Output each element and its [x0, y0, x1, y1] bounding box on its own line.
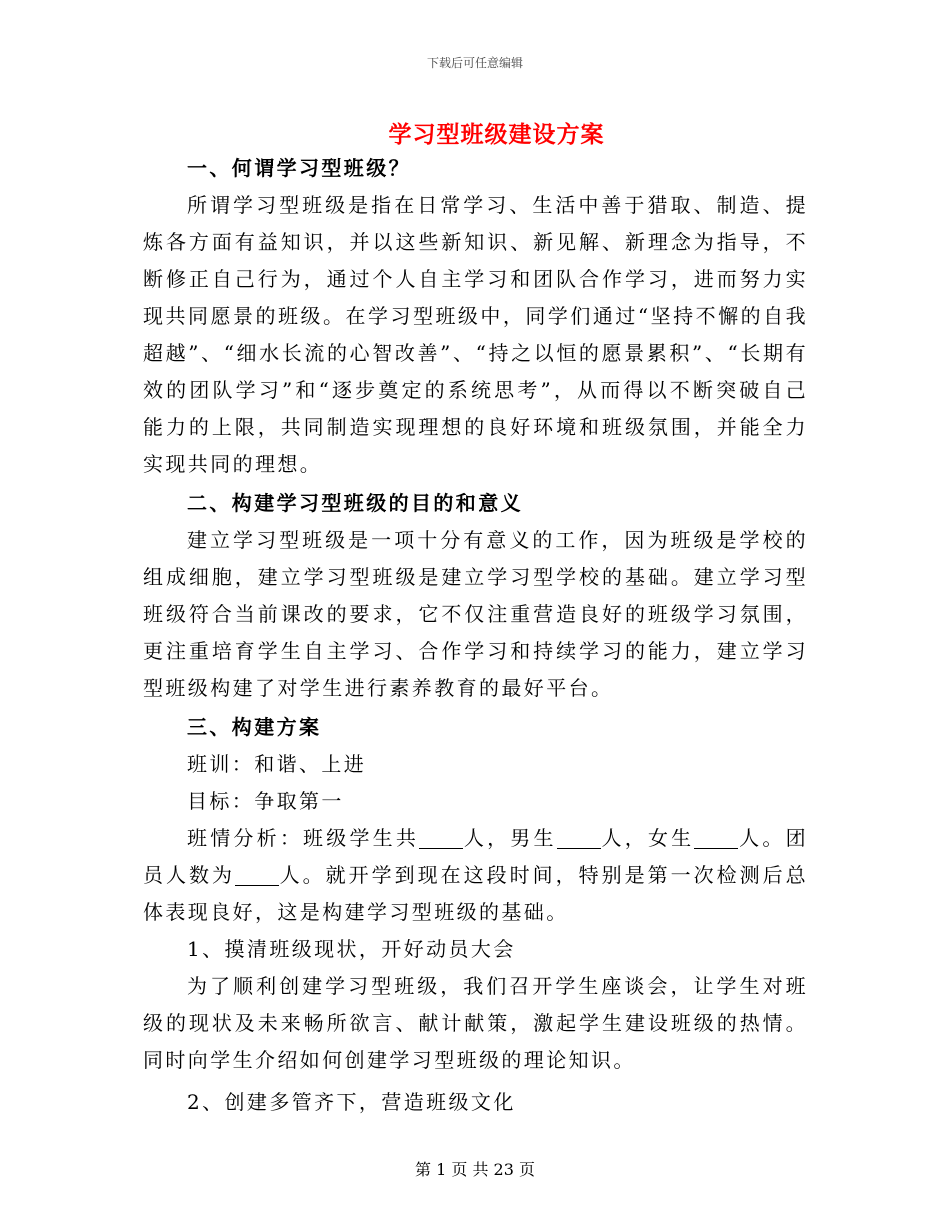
analysis-text-5: 人。就开学到现在这段时间，特别是第一次检测后总体表现良好，这是构建学习型班级的基础。 [143, 863, 808, 924]
blank-girls [694, 828, 738, 849]
blank-members [235, 865, 279, 886]
section-heading-1: 一、何谓学习型班级？ [187, 156, 411, 180]
item-heading-1: 1、摸清班级现状，开好动员大会 [187, 937, 516, 961]
document-title: 学习型班级建设方案 [388, 121, 605, 148]
blank-total-students [419, 828, 463, 849]
page-footer: 第 1 页 共 23 页 [415, 1160, 535, 1179]
class-motto: 班训：和谐、上进 [187, 752, 367, 776]
document-body [143, 150, 808, 1121]
analysis-text-2: 人，男生 [463, 826, 557, 850]
item-heading-2: 2、创建多管齐下，营造班级文化 [187, 1090, 516, 1114]
class-analysis [143, 820, 808, 931]
analysis-text-1: 班情分析：班级学生共 [187, 826, 420, 850]
page-header-note: 下载后可任意编辑 [426, 56, 523, 70]
section-heading-2: 二、构建学习型班级的目的和意义 [187, 491, 523, 515]
analysis-text-3: 人，女生 [600, 826, 695, 850]
section-paragraph-2: 建立学习型班级是一项十分有意义的工作，因为班级是学校的组成细胞，建立学习型班级是建立学习型学校的基础。建立学习型班级符合当前课改的要求，它不仅注重营造良好的班级学习氛围，更注重培育学生自主学习、合作学习和持续学习的能力，建立学习型班级构建了对学生进行素养教育的最好平台。 [143, 528, 808, 700]
analysis-text-4: 人。团员人数为 [143, 826, 808, 887]
item-paragraph-1: 为了顺利创建学习型班级，我们召开学生座谈会，让学生对班级的现状及未来畅所欲言、献计献策，激起学生建设班级的热情。同时向学生介绍如何创建学习型班级的理论知识。 [143, 974, 808, 1072]
section-paragraph-1: 所谓学习型班级是指在日常学习、生活中善于猎取、制造、提炼各方面有益知识，并以这些新知识、新见解、新理念为指导，不断修正自己行为，通过个人自主学习和团队合作学习，进而努力实现共同愿景的班级。在学习型班级中，同学们通过“坚持不懈的自我超越”、“细水长流的心智改善”、“持之以恒的愿景累积”、“长期有效的团队学习”和“逐步奠定的系统思考”，从而得以不断突破自己能力的上限，共同制造实现理想的良好环境和班级氛围，并能全力实现共同的理想。 [143, 193, 808, 476]
blank-boys [557, 828, 601, 849]
class-goal: 目标：争取第一 [187, 789, 344, 813]
section-heading-3: 三、构建方案 [187, 715, 322, 739]
